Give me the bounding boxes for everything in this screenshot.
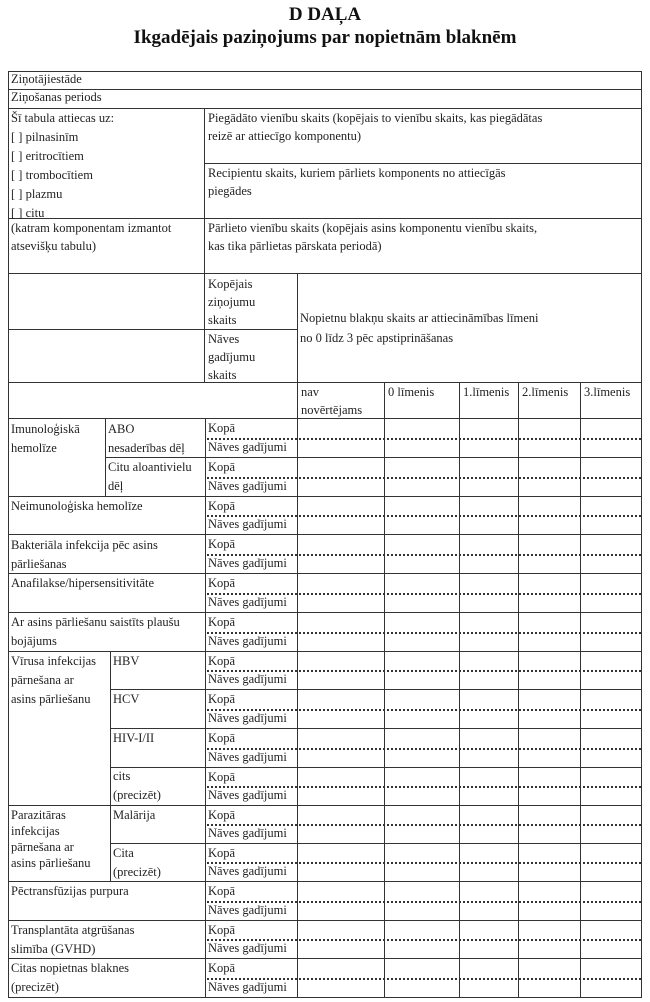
count-input-total[interactable] xyxy=(297,534,384,554)
count-input-total[interactable] xyxy=(580,534,641,554)
count-input-total[interactable] xyxy=(580,651,641,670)
count-input-total[interactable] xyxy=(384,728,459,748)
count-input-deaths[interactable] xyxy=(580,824,641,843)
row-label-total: Kopā xyxy=(208,961,236,975)
row-label-total: Kopā xyxy=(208,537,236,551)
count-input-deaths[interactable] xyxy=(518,593,580,612)
row-label-deaths: Nāves gadījumi xyxy=(208,903,287,917)
count-input-total[interactable] xyxy=(518,573,580,593)
recipients-count-label: piegādes xyxy=(208,184,252,198)
count-input-total[interactable] xyxy=(459,612,518,632)
count-input-deaths[interactable] xyxy=(580,709,641,728)
count-input-total[interactable] xyxy=(518,767,580,786)
category-parasitic-infection: Parazitāras xyxy=(11,808,66,822)
count-input-total[interactable] xyxy=(384,689,459,709)
count-input-deaths[interactable] xyxy=(459,939,518,958)
count-input-deaths[interactable] xyxy=(384,593,459,612)
count-input-deaths[interactable] xyxy=(580,554,641,573)
row-label-deaths: Nāves gadījumi xyxy=(208,517,287,531)
count-input-deaths[interactable] xyxy=(384,515,459,534)
count-input-total[interactable] xyxy=(297,728,384,748)
subcategory-other-alloantibodies: Citu aloantivielu xyxy=(108,460,192,474)
count-input-deaths[interactable] xyxy=(384,709,459,728)
subcategory-parasitic-other: (precizēt) xyxy=(113,865,161,879)
count-input-total[interactable] xyxy=(580,418,641,438)
count-input-total[interactable] xyxy=(459,920,518,939)
count-input-total[interactable] xyxy=(580,496,641,515)
row-label-total: Kopā xyxy=(208,846,236,860)
row-label-total: Kopā xyxy=(208,460,236,474)
count-input-deaths[interactable] xyxy=(580,670,641,689)
count-input-deaths[interactable] xyxy=(518,632,580,651)
count-input-deaths[interactable] xyxy=(518,786,580,805)
count-input-deaths[interactable] xyxy=(384,862,459,881)
level-column-header: 0 līmenis xyxy=(388,385,435,399)
category-anaphylaxis: Anafilakse/hipersensitivitāte xyxy=(11,576,155,590)
row-label-deaths: Nāves gadījumi xyxy=(208,864,287,878)
imputability-header: Nopietnu blakņu skaits ar attiecināmības līmeni xyxy=(300,311,539,325)
count-input-total[interactable] xyxy=(580,573,641,593)
category-immunological-hemolysis: Imunoloģiskā xyxy=(11,422,80,436)
table-rule xyxy=(205,418,206,997)
row-label-total: Kopā xyxy=(208,884,236,898)
row-label-deaths: Nāves gadījumi xyxy=(208,711,287,725)
count-input-deaths[interactable] xyxy=(384,824,459,843)
category-parasitic-infection: infekcijas xyxy=(11,824,60,838)
category-trali: bojājums xyxy=(11,634,57,648)
count-input-total[interactable] xyxy=(518,457,580,477)
row-label-total: Kopā xyxy=(208,615,236,629)
count-input-total[interactable] xyxy=(384,457,459,477)
level-column-header: 3.līmenis xyxy=(584,385,631,399)
count-input-total[interactable] xyxy=(297,958,384,978)
count-input-total[interactable] xyxy=(518,496,580,515)
count-input-total[interactable] xyxy=(297,496,384,515)
count-input-deaths[interactable] xyxy=(580,438,641,457)
separate-table-note: atsevišķu tabulu) xyxy=(11,239,97,253)
deaths-count-header: Nāves xyxy=(208,332,240,346)
count-input-deaths[interactable] xyxy=(459,862,518,881)
count-input-deaths[interactable] xyxy=(297,978,384,997)
row-label-total: Kopā xyxy=(208,576,236,590)
subcategory-parasitic-other: Cita xyxy=(113,846,134,860)
row-label-deaths: Nāves gadījumi xyxy=(208,595,287,609)
count-input-deaths[interactable] xyxy=(518,554,580,573)
count-input-total[interactable] xyxy=(297,805,384,824)
subcategory-viral-other: cits xyxy=(113,769,131,783)
subcolumn-rule xyxy=(110,651,111,881)
count-input-deaths[interactable] xyxy=(580,978,641,997)
subcategory-viral-other: (precizēt) xyxy=(113,788,161,802)
category-viral-infection: asins pārliešanu xyxy=(11,692,91,706)
table-right-border xyxy=(641,71,642,998)
count-input-deaths[interactable] xyxy=(459,593,518,612)
count-input-total[interactable] xyxy=(297,767,384,786)
count-input-deaths[interactable] xyxy=(384,939,459,958)
category-gvhd: Transplantāta atgrūšanas xyxy=(11,923,135,937)
count-input-total[interactable] xyxy=(580,843,641,862)
category-parasitic-infection: asins pārliešanu xyxy=(11,856,91,870)
count-input-deaths[interactable] xyxy=(459,477,518,496)
reporting-institution-label: Ziņotājiestāde xyxy=(11,72,82,86)
level-column-header: 2.līmenis xyxy=(522,385,569,399)
count-input-deaths[interactable] xyxy=(459,515,518,534)
deaths-count-field[interactable] xyxy=(8,329,204,382)
count-input-total[interactable] xyxy=(297,689,384,709)
component-checkbox-option[interactable]: [ ] trombocītiem xyxy=(11,168,93,182)
count-input-total[interactable] xyxy=(580,728,641,748)
row-label-total: Kopā xyxy=(208,731,236,745)
count-input-deaths[interactable] xyxy=(297,939,384,958)
count-input-total[interactable] xyxy=(459,728,518,748)
component-checkbox-option[interactable]: [ ] citu xyxy=(11,206,45,220)
subcategory-hcv: HCV xyxy=(113,692,140,706)
count-input-deaths[interactable] xyxy=(297,593,384,612)
count-input-deaths[interactable] xyxy=(518,862,580,881)
count-input-deaths[interactable] xyxy=(297,670,384,689)
count-input-deaths[interactable] xyxy=(297,748,384,767)
count-input-deaths[interactable] xyxy=(297,709,384,728)
count-input-total[interactable] xyxy=(580,881,641,901)
category-viral-infection: Vīrusa infekcijas xyxy=(11,654,97,668)
count-input-total[interactable] xyxy=(297,651,384,670)
count-input-total[interactable] xyxy=(297,612,384,632)
row-label-total: Kopā xyxy=(208,654,236,668)
count-input-deaths[interactable] xyxy=(459,901,518,920)
subcategory-hbv: HBV xyxy=(113,654,140,668)
deaths-count-header: gadījumu xyxy=(208,350,256,364)
count-input-deaths[interactable] xyxy=(297,477,384,496)
count-input-total[interactable] xyxy=(384,651,459,670)
count-input-deaths[interactable] xyxy=(297,824,384,843)
separate-table-note: (katram komponentam izmantot xyxy=(11,221,172,235)
table-rule xyxy=(204,273,205,382)
count-input-total[interactable] xyxy=(384,805,459,824)
subcategory-abo: ABO xyxy=(108,422,135,436)
count-input-deaths[interactable] xyxy=(580,786,641,805)
count-input-total[interactable] xyxy=(384,958,459,978)
row-label-deaths: Nāves gadījumi xyxy=(208,826,287,840)
units-supplied-label: Piegādāto vienību skaits (kopējais to vienību skaits, kas piegādātas xyxy=(208,111,543,125)
row-label-total: Kopā xyxy=(208,923,236,937)
count-input-deaths[interactable] xyxy=(297,786,384,805)
count-input-total[interactable] xyxy=(518,612,580,632)
reporting-period-field[interactable] xyxy=(150,89,641,108)
total-reports-header: skaits xyxy=(208,313,237,327)
category-bacterial-infection: pārliešanas xyxy=(11,557,67,571)
count-input-total[interactable] xyxy=(384,496,459,515)
count-input-total[interactable] xyxy=(459,958,518,978)
imputability-header: no 0 līdz 3 pēc apstiprināšanas xyxy=(300,331,454,345)
count-input-deaths[interactable] xyxy=(580,632,641,651)
count-input-total[interactable] xyxy=(384,920,459,939)
count-input-total[interactable] xyxy=(518,843,580,862)
count-input-deaths[interactable] xyxy=(384,786,459,805)
reporting-period-label: Ziņošanas periods xyxy=(11,90,102,104)
count-input-deaths[interactable] xyxy=(384,748,459,767)
row-label-deaths: Nāves gadījumi xyxy=(208,634,287,648)
count-input-total[interactable] xyxy=(384,612,459,632)
count-input-total[interactable] xyxy=(518,805,580,824)
count-input-deaths[interactable] xyxy=(297,862,384,881)
count-input-total[interactable] xyxy=(518,651,580,670)
count-input-total[interactable] xyxy=(580,689,641,709)
count-input-deaths[interactable] xyxy=(384,438,459,457)
count-input-total[interactable] xyxy=(518,958,580,978)
count-input-total[interactable] xyxy=(459,805,518,824)
count-input-total[interactable] xyxy=(384,573,459,593)
subcategory-hiv: HIV-I/II xyxy=(113,731,155,745)
table-rule xyxy=(8,997,641,998)
row-label-deaths: Nāves gadījumi xyxy=(208,750,287,764)
total-reports-field[interactable] xyxy=(8,273,204,329)
count-input-total[interactable] xyxy=(580,612,641,632)
count-input-deaths[interactable] xyxy=(518,978,580,997)
row-label-deaths: Nāves gadījumi xyxy=(208,556,287,570)
count-input-deaths[interactable] xyxy=(518,438,580,457)
component-checkbox-option[interactable]: [ ] pilnasinīm xyxy=(11,130,79,144)
row-label-total: Kopā xyxy=(208,770,236,784)
category-post-transfusion-purpura: Pēctransfūzijas purpura xyxy=(11,884,129,898)
count-input-deaths[interactable] xyxy=(518,477,580,496)
row-label-total: Kopā xyxy=(208,499,236,513)
category-parasitic-infection: pārnešana ar xyxy=(11,840,74,854)
count-input-total[interactable] xyxy=(580,958,641,978)
count-input-deaths[interactable] xyxy=(459,978,518,997)
level-column-header: novērtējams xyxy=(301,403,363,417)
row-label-deaths: Nāves gadījumi xyxy=(208,672,287,686)
count-input-total[interactable] xyxy=(518,881,580,901)
count-input-deaths[interactable] xyxy=(459,824,518,843)
count-input-deaths[interactable] xyxy=(580,748,641,767)
count-input-total[interactable] xyxy=(580,920,641,939)
count-input-deaths[interactable] xyxy=(297,632,384,651)
category-other-serious-reactions: Citas nopietnas blaknes xyxy=(11,961,130,975)
component-checkbox-option[interactable]: [ ] plazmu xyxy=(11,187,63,201)
count-input-total[interactable] xyxy=(459,767,518,786)
count-input-deaths[interactable] xyxy=(459,632,518,651)
row-label-deaths: Nāves gadījumi xyxy=(208,788,287,802)
page-subtitle: Ikgadējais paziņojums par nopietnām blaknēm xyxy=(133,27,517,48)
subcategory-malaria: Malārija xyxy=(113,808,156,822)
count-input-deaths[interactable] xyxy=(297,438,384,457)
count-input-deaths[interactable] xyxy=(297,901,384,920)
row-label-total: Kopā xyxy=(208,808,236,822)
row-label-deaths: Nāves gadījumi xyxy=(208,980,287,994)
count-input-total[interactable] xyxy=(384,418,459,438)
count-input-total[interactable] xyxy=(384,767,459,786)
count-input-total[interactable] xyxy=(459,843,518,862)
reporting-institution-field[interactable] xyxy=(150,71,641,89)
count-input-total[interactable] xyxy=(580,767,641,786)
category-bacterial-infection: Bakteriāla infekcija pēc asins xyxy=(11,538,158,552)
count-input-total[interactable] xyxy=(518,728,580,748)
count-input-deaths[interactable] xyxy=(384,477,459,496)
count-input-total[interactable] xyxy=(297,881,384,901)
count-input-total[interactable] xyxy=(459,534,518,554)
table-rule xyxy=(204,108,205,273)
count-input-deaths[interactable] xyxy=(459,670,518,689)
count-input-total[interactable] xyxy=(518,418,580,438)
count-input-deaths[interactable] xyxy=(297,515,384,534)
count-input-deaths[interactable] xyxy=(384,901,459,920)
count-input-total[interactable] xyxy=(518,534,580,554)
category-immunological-hemolysis: hemolīze xyxy=(11,441,57,455)
count-input-total[interactable] xyxy=(297,920,384,939)
count-input-total[interactable] xyxy=(459,651,518,670)
count-input-total[interactable] xyxy=(297,573,384,593)
row-label-total: Kopā xyxy=(208,692,236,706)
subcolumn-rule xyxy=(105,418,106,496)
count-input-deaths[interactable] xyxy=(518,939,580,958)
count-input-deaths[interactable] xyxy=(580,939,641,958)
category-other-serious-reactions: (precizēt) xyxy=(11,980,59,994)
count-input-deaths[interactable] xyxy=(459,709,518,728)
row-label-deaths: Nāves gadījumi xyxy=(208,479,287,493)
category-non-immunological-hemolysis: Neimunoloģiska hemolīze xyxy=(11,499,143,513)
category-viral-infection: pārnešana ar xyxy=(11,673,74,687)
count-input-deaths[interactable] xyxy=(580,862,641,881)
count-input-total[interactable] xyxy=(384,843,459,862)
count-input-deaths[interactable] xyxy=(518,748,580,767)
count-input-total[interactable] xyxy=(459,689,518,709)
subcategory-abo: nesaderības dēļ xyxy=(108,441,185,455)
count-input-total[interactable] xyxy=(459,418,518,438)
count-input-deaths[interactable] xyxy=(580,477,641,496)
row-label-deaths: Nāves gadījumi xyxy=(208,941,287,955)
count-input-deaths[interactable] xyxy=(297,554,384,573)
total-reports-header: ziņojumu xyxy=(208,295,256,309)
units-supplied-label: reizē ar attiecīgo komponentu) xyxy=(208,129,362,143)
page-title: D DAĻA xyxy=(288,4,362,25)
count-input-total[interactable] xyxy=(297,457,384,477)
count-input-deaths[interactable] xyxy=(518,709,580,728)
subcategory-other-alloantibodies: dēļ xyxy=(108,479,124,493)
category-trali: Ar asins pārliešanu saistīts plaušu xyxy=(11,615,180,629)
level-column-header: 1.līmenis xyxy=(463,385,510,399)
count-input-deaths[interactable] xyxy=(580,593,641,612)
count-input-total[interactable] xyxy=(459,496,518,515)
count-input-total[interactable] xyxy=(459,573,518,593)
count-input-deaths[interactable] xyxy=(459,786,518,805)
category-gvhd: slimība (GVHD) xyxy=(11,942,96,956)
count-input-deaths[interactable] xyxy=(518,670,580,689)
count-input-deaths[interactable] xyxy=(459,748,518,767)
component-checkbox-option[interactable]: [ ] eritrocītiem xyxy=(11,149,84,163)
count-input-deaths[interactable] xyxy=(384,554,459,573)
count-input-deaths[interactable] xyxy=(518,824,580,843)
count-input-deaths[interactable] xyxy=(459,554,518,573)
count-input-deaths[interactable] xyxy=(384,632,459,651)
count-input-total[interactable] xyxy=(518,920,580,939)
count-input-total[interactable] xyxy=(384,534,459,554)
count-input-total[interactable] xyxy=(459,457,518,477)
count-input-deaths[interactable] xyxy=(459,438,518,457)
count-input-deaths[interactable] xyxy=(384,670,459,689)
count-input-deaths[interactable] xyxy=(580,901,641,920)
recipients-count-label: Recipientu skaits, kuriem pārliets komponents no attiecīgās xyxy=(208,166,506,180)
count-input-deaths[interactable] xyxy=(518,901,580,920)
units-transfused-label: kas tika pārlietas pārskata periodā) xyxy=(208,239,382,253)
deaths-count-header: skaits xyxy=(208,368,237,382)
total-reports-header: Kopējais xyxy=(208,277,253,291)
count-input-deaths[interactable] xyxy=(384,978,459,997)
count-input-deaths[interactable] xyxy=(580,515,641,534)
units-transfused-label: Pārlieto vienību skaits (kopējais asins komponentu vienību skaits, xyxy=(208,221,538,235)
row-label-total: Kopā xyxy=(208,421,236,435)
table-rule xyxy=(297,273,298,418)
count-input-total[interactable] xyxy=(580,457,641,477)
level-column-header: nav xyxy=(301,385,320,399)
row-label-deaths: Nāves gadījumi xyxy=(208,440,287,454)
count-input-total[interactable] xyxy=(518,689,580,709)
applies-to-label: Šī tabula attiecas uz: xyxy=(11,111,115,125)
count-input-total[interactable] xyxy=(384,881,459,901)
count-input-total[interactable] xyxy=(297,418,384,438)
count-input-total[interactable] xyxy=(459,881,518,901)
count-input-total[interactable] xyxy=(580,805,641,824)
count-input-deaths[interactable] xyxy=(518,515,580,534)
count-input-total[interactable] xyxy=(297,843,384,862)
